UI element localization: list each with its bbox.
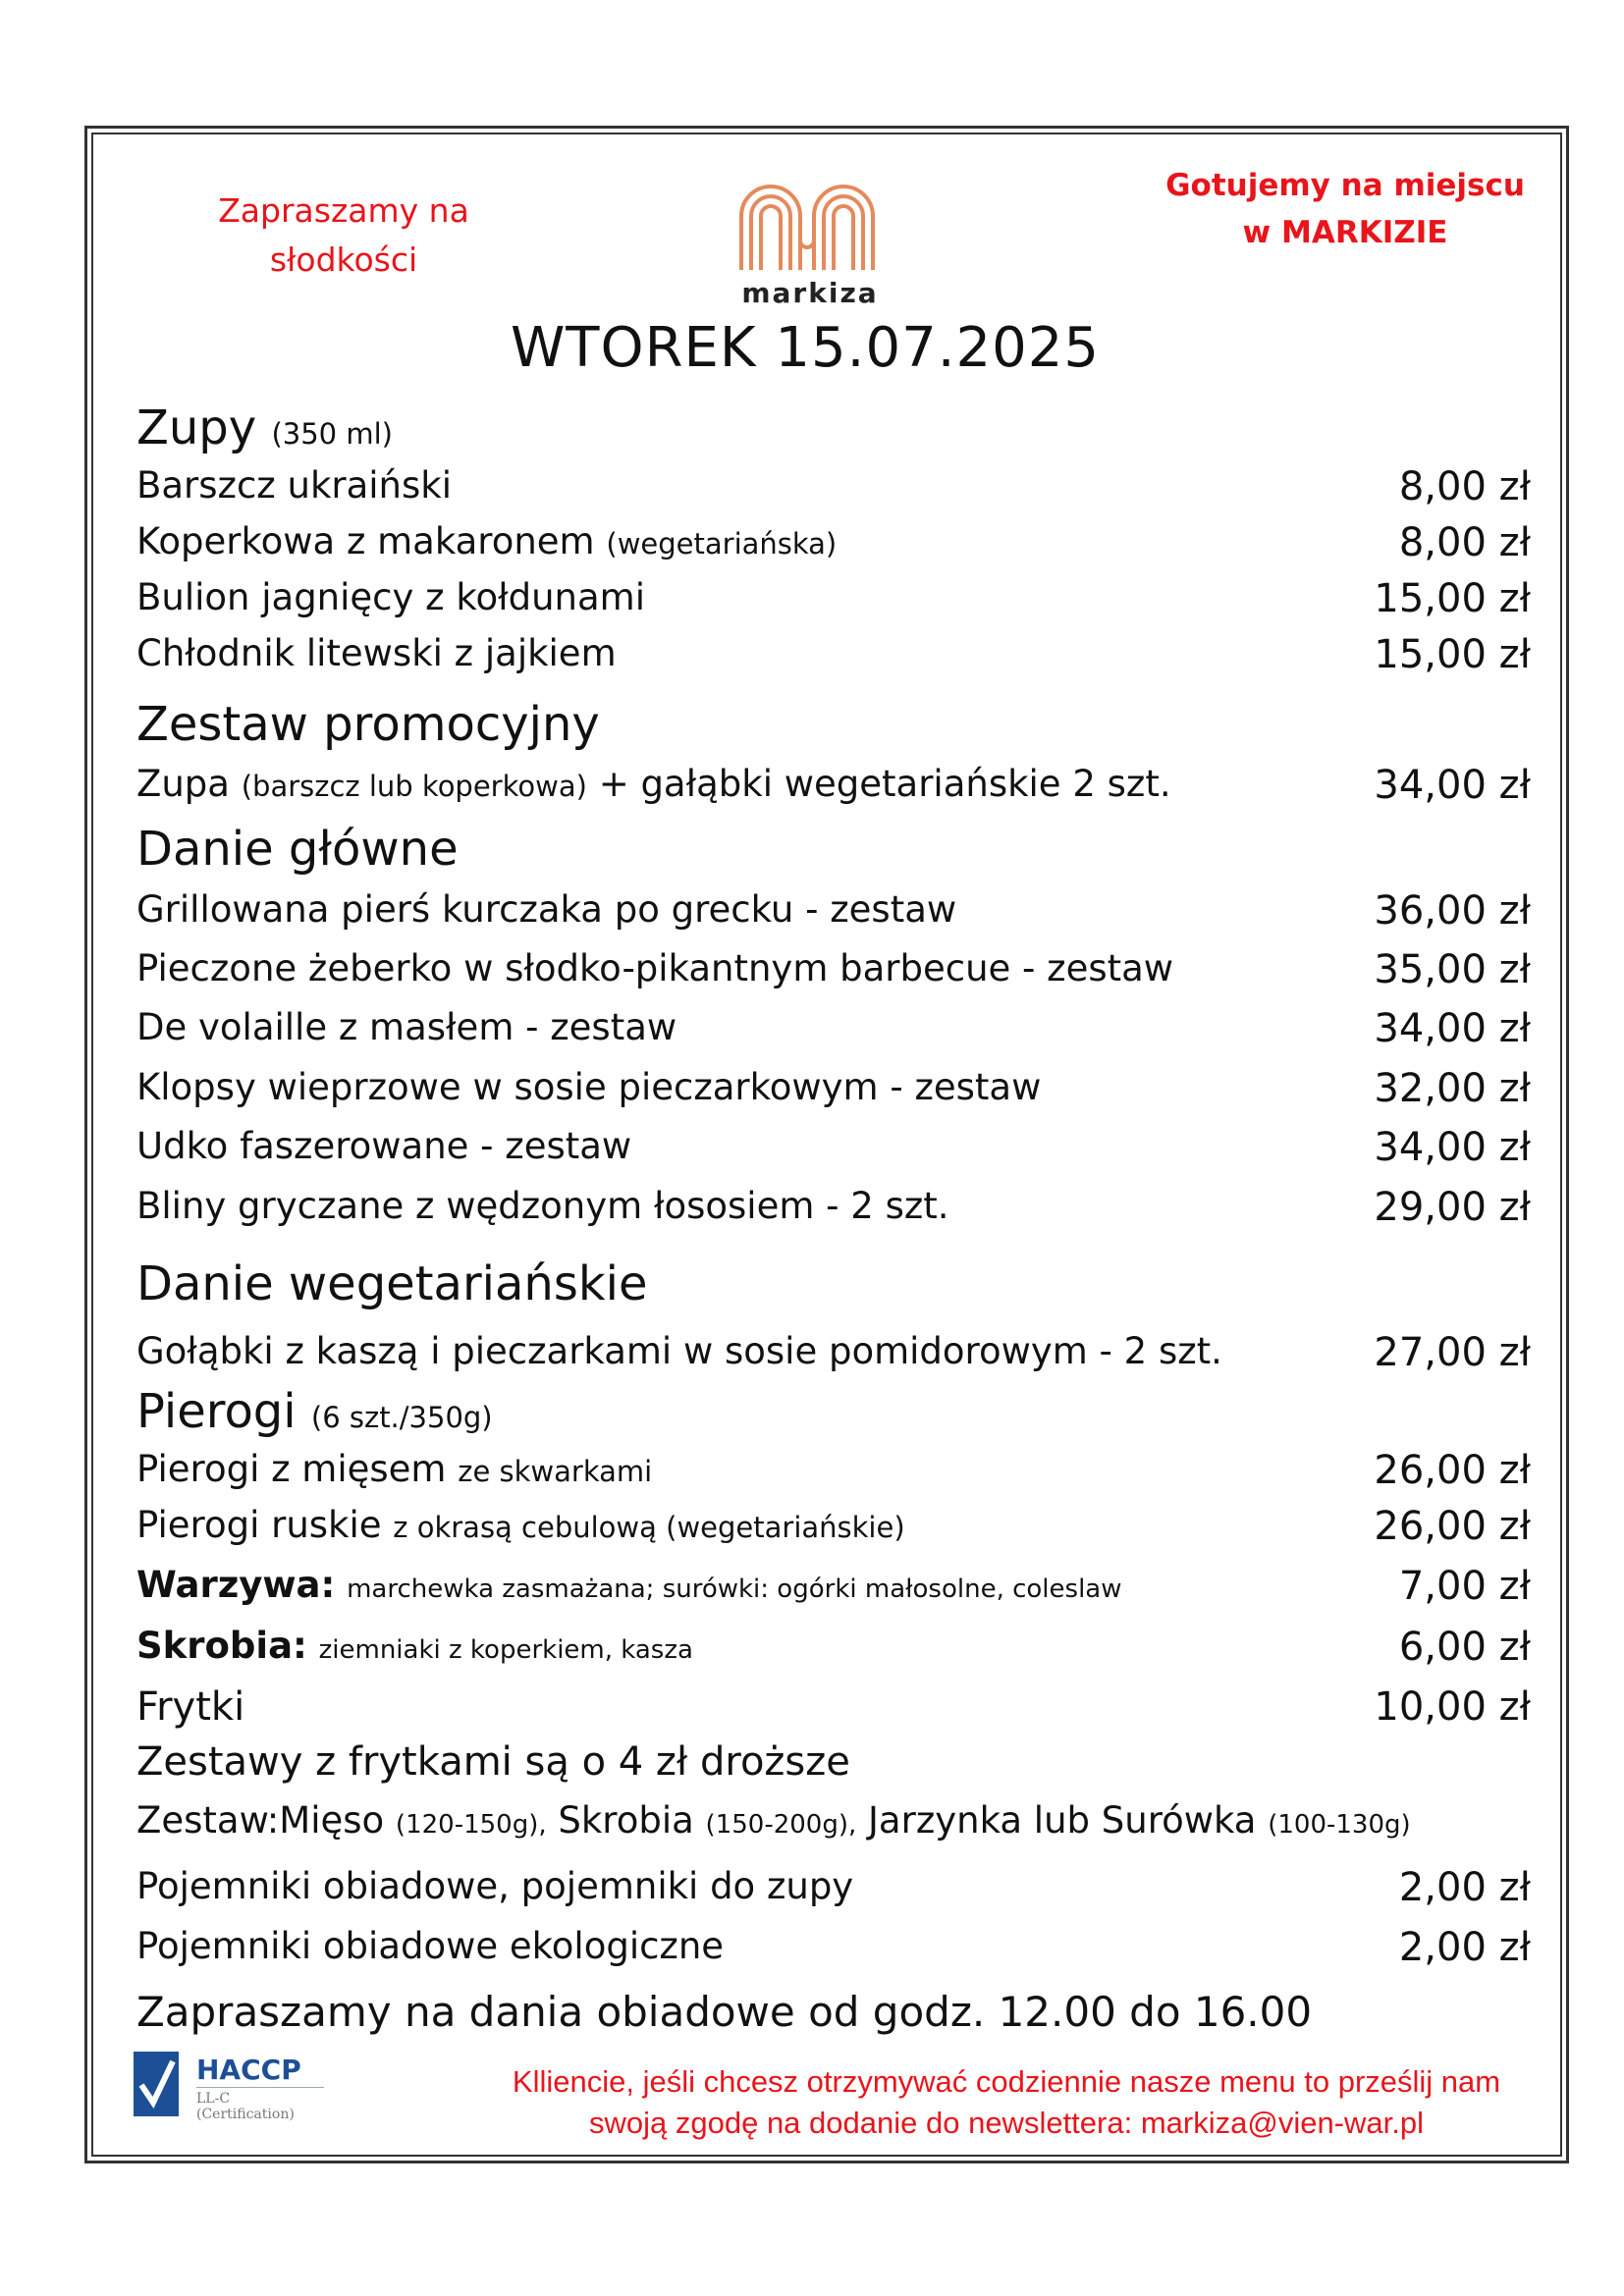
item-price: 26,00 zł xyxy=(1374,1504,1531,1549)
promo-item xyxy=(136,763,1531,818)
soups-volume: (350 ml) xyxy=(271,417,393,451)
item-price: 7,00 zł xyxy=(1398,1564,1531,1609)
menu-item xyxy=(136,1066,1531,1121)
menu-item xyxy=(136,1006,1531,1061)
item-price: 34,00 zł xyxy=(1374,763,1531,808)
sweets-invite-line1: Zapraszamy na xyxy=(218,191,469,230)
set-starch: Skrobia xyxy=(558,1799,694,1842)
menu-item xyxy=(136,464,1531,519)
item-price: 8,00 zł xyxy=(1398,520,1531,565)
item-name: Chłodnik litewski z jajkiem xyxy=(136,632,617,674)
cooking-note-line2: w MARKIZIE xyxy=(1242,215,1448,250)
fries-surcharge-note: Zestawy z frytkami są o 4 zł droższe xyxy=(136,1739,850,1785)
set-meat: Zestaw:Mięso xyxy=(136,1799,385,1842)
item-price: 36,00 zł xyxy=(1374,888,1531,934)
promo-heading: Zestaw promocyjny xyxy=(136,697,600,752)
item-price: 34,00 zł xyxy=(1374,1125,1531,1170)
item-name: Pierogi ruskie xyxy=(136,1504,382,1546)
item-name: Pierogi z mięsem xyxy=(136,1448,447,1490)
item-name: Udko faszerowane - zestaw xyxy=(136,1125,632,1167)
mains-heading: Danie główne xyxy=(136,822,459,877)
menu-item-vegetables xyxy=(136,1564,1531,1619)
item-price: 26,00 zł xyxy=(1374,1448,1531,1493)
item-extra: (wegetariańska) xyxy=(606,527,838,561)
menu-date: WTOREK 15.07.2025 xyxy=(510,316,1101,380)
promo-part2: (barszcz lub koperkowa) xyxy=(241,770,587,803)
menu-item-fries xyxy=(136,1684,1531,1739)
item-name: Klopsy wieprzowe w sosie pieczarkowym - zestaw xyxy=(136,1066,1042,1108)
item-price: 2,00 zł xyxy=(1398,1865,1531,1910)
item-price: 6,00 zł xyxy=(1398,1625,1531,1670)
set-meat-weight: (120-150g), xyxy=(395,1810,547,1840)
menu-item xyxy=(136,576,1531,631)
menu-item xyxy=(136,632,1531,687)
item-extra: z okrasą cebulową (wegetariańskie) xyxy=(393,1511,905,1544)
set-salad-weight: (100-130g) xyxy=(1268,1810,1411,1840)
item-price: 32,00 zł xyxy=(1374,1066,1531,1111)
item-name: Bulion jagnięcy z kołdunami xyxy=(136,576,645,618)
item-price: 15,00 zł xyxy=(1374,632,1531,677)
set-composition xyxy=(136,1799,1411,1842)
haccp-subtitle: LL-C (Certification) xyxy=(196,2091,295,2122)
opening-hours: Zapraszamy na dania obiadowe od godz. 12.00 do 16.00 xyxy=(136,1988,1313,2036)
item-name: Grillowana pierś kurczaka po grecku - zestaw xyxy=(136,888,957,931)
item-name: Pojemniki obiadowe, pojemniki do zupy xyxy=(136,1865,854,1907)
soups-title: Zupy xyxy=(136,400,257,455)
haccp-title: HACCP xyxy=(196,2054,301,2086)
logo-text: markiza xyxy=(741,277,879,309)
item-price: 35,00 zł xyxy=(1374,947,1531,992)
menu-item xyxy=(136,1330,1531,1385)
starch-label: Skrobia: xyxy=(136,1625,307,1667)
starch-desc: ziemniaki z koperkiem, kasza xyxy=(318,1635,693,1665)
item-name: Gołąbki z kaszą i pieczarkami w sosie pomidorowym - 2 szt. xyxy=(136,1330,1222,1372)
item-price: 10,00 zł xyxy=(1374,1684,1531,1730)
sweets-invite xyxy=(196,187,491,285)
menu-item xyxy=(136,1185,1531,1240)
item-price: 34,00 zł xyxy=(1374,1006,1531,1051)
menu-item xyxy=(136,520,1531,575)
item-name: Barszcz ukraiński xyxy=(136,464,452,507)
checkmark-icon xyxy=(134,2052,179,2116)
pierogi-portion: (6 szt./350g) xyxy=(310,1401,493,1434)
menu-item xyxy=(136,1504,1531,1559)
vege-heading: Danie wegetariańskie xyxy=(136,1256,648,1311)
item-price: 2,00 zł xyxy=(1398,1925,1531,1970)
vegetables-desc: marchewka zasmażana; surówki: ogórki małosolne, coleslaw xyxy=(347,1575,1122,1604)
menu-item xyxy=(136,1925,1531,1980)
item-name: Pojemniki obiadowe ekologiczne xyxy=(136,1925,725,1967)
newsletter-note xyxy=(442,2061,1571,2144)
haccp-divider xyxy=(196,2087,324,2088)
menu-item xyxy=(136,888,1531,943)
cooking-note-line1: Gotujemy na miejscu xyxy=(1165,168,1525,203)
item-price: 8,00 zł xyxy=(1398,464,1531,509)
vegetables-label: Warzywa: xyxy=(136,1564,336,1606)
pierogi-title: Pierogi xyxy=(136,1384,297,1439)
newsletter-line1: Klliencie, jeśli chcesz otrzymywać codziennie nasze menu to prześlij nam xyxy=(512,2064,1501,2099)
pierogi-heading xyxy=(136,1384,493,1439)
haccp-badge xyxy=(134,2052,330,2120)
sweets-invite-line2: słodkości xyxy=(269,240,418,279)
set-starch-weight: (150-200g), xyxy=(705,1810,857,1840)
menu-item xyxy=(136,947,1531,1002)
menu-item-starch xyxy=(136,1625,1531,1680)
menu-item xyxy=(136,1865,1531,1920)
soups-heading xyxy=(136,400,393,455)
item-price: 29,00 zł xyxy=(1374,1185,1531,1230)
newsletter-line2: swoją zgodę na dodanie do newslettera: markiza@vien-war.pl xyxy=(589,2106,1424,2140)
item-name: De volaille z masłem - zestaw xyxy=(136,1006,677,1048)
menu-item xyxy=(136,1125,1531,1180)
promo-part3: + gałąbki wegetariańskie 2 szt. xyxy=(598,763,1171,805)
item-name: Bliny gryczane z wędzonym łososiem - 2 szt. xyxy=(136,1185,949,1227)
item-extra: ze skwarkami xyxy=(458,1455,653,1488)
set-salad: Jarzynka lub Surówka xyxy=(868,1799,1257,1842)
promo-part1: Zupa xyxy=(136,763,230,805)
item-price: 15,00 zł xyxy=(1374,576,1531,621)
item-price: 27,00 zł xyxy=(1374,1330,1531,1375)
menu-item xyxy=(136,1448,1531,1503)
item-name: Pieczone żeberko w słodko-pikantnym barbecue - zestaw xyxy=(136,947,1174,989)
item-name: Frytki xyxy=(136,1684,245,1730)
cooking-note xyxy=(1149,162,1542,256)
item-name: Koperkowa z makaronem xyxy=(136,520,595,562)
